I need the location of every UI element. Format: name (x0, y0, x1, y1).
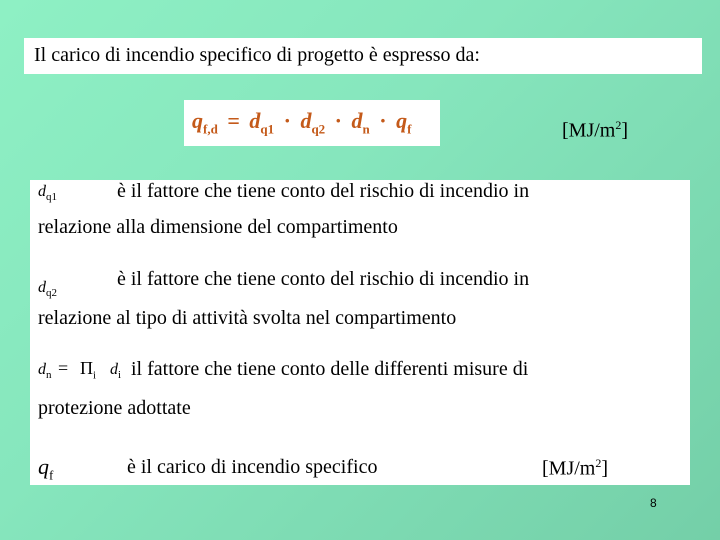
dn-symbol (38, 361, 52, 381)
di-symbol-var: d (110, 361, 118, 378)
formula-term-dq2 (300, 108, 326, 137)
unit-exponent: 2 (615, 118, 622, 132)
formula-t3-var: d (351, 108, 363, 133)
definitions-box (30, 180, 690, 485)
formula-t2-var: d (300, 108, 312, 133)
qf-unit (542, 456, 608, 481)
formula-box (184, 100, 440, 146)
formula-lhs-var: q (192, 108, 203, 133)
formula-dot-3: · (379, 108, 387, 133)
product-symbol: Π (80, 358, 93, 378)
formula-term-dq1 (249, 108, 275, 137)
formula-dot-2: · (334, 108, 343, 133)
qf-text: è il carico di incendio specifico (127, 456, 378, 478)
dq2-symbol-sub: q2 (46, 287, 57, 300)
dq1-line-1: è il fattore che tiene conto del rischio di incendio in (117, 180, 530, 202)
formula-dot-1: · (283, 108, 291, 133)
qf-symbol-sub: f (49, 467, 54, 483)
unit-suffix: ] (621, 119, 629, 142)
dn-product (80, 358, 96, 382)
product-sub: i (93, 369, 97, 382)
formula-lhs-sub: f,d (203, 121, 218, 137)
qf-unit-prefix: [MJ/m (542, 457, 596, 480)
dq2-line-1: è il fattore che tiene conto del rischio di incendio in (117, 268, 530, 290)
formula-term-dn (351, 108, 370, 137)
dq2-line-2: relazione al tipo di attività svolta nel compartimento (38, 307, 457, 329)
formula-equals: = (227, 108, 240, 133)
qf-symbol-var: q (38, 454, 49, 479)
formula-t4-var: q (396, 108, 408, 133)
qf-unit-suffix: ] (601, 457, 609, 480)
formula-term-qf (396, 108, 412, 137)
dn-symbol-var: d (38, 361, 46, 378)
di-symbol (110, 361, 121, 381)
formula-t1-var: d (249, 108, 261, 133)
dn-line-1: il fattore che tiene conto delle differenti misure di (131, 358, 529, 380)
dq2-symbol (38, 279, 57, 299)
dq1-symbol (38, 183, 57, 203)
unit-prefix: [MJ/m (562, 119, 616, 142)
formula (192, 108, 411, 137)
formula-lhs (192, 108, 218, 137)
dn-equals: = (58, 358, 69, 378)
dn-symbol-sub: n (46, 369, 52, 382)
dq1-symbol-var: d (38, 183, 46, 200)
formula-t2-sub: q2 (311, 121, 326, 137)
page-number: 8 (650, 496, 657, 510)
formula-t3-sub: n (362, 121, 370, 137)
dq1-symbol-sub: q1 (46, 191, 57, 204)
dn-line-2: protezione adottate (38, 397, 191, 419)
title-box (24, 38, 702, 74)
formula-t1-sub: q1 (260, 121, 275, 137)
slide-title: Il carico di incendio specifico di progetto è espresso da: (34, 44, 480, 66)
qf-symbol (38, 454, 53, 483)
formula-unit (562, 118, 628, 143)
di-symbol-sub: i (118, 369, 122, 382)
dq1-line-2: relazione alla dimensione del compartimento (38, 216, 398, 238)
dq2-symbol-var: d (38, 279, 46, 296)
qf-unit-exponent: 2 (595, 456, 602, 470)
formula-t4-sub: f (407, 121, 412, 137)
